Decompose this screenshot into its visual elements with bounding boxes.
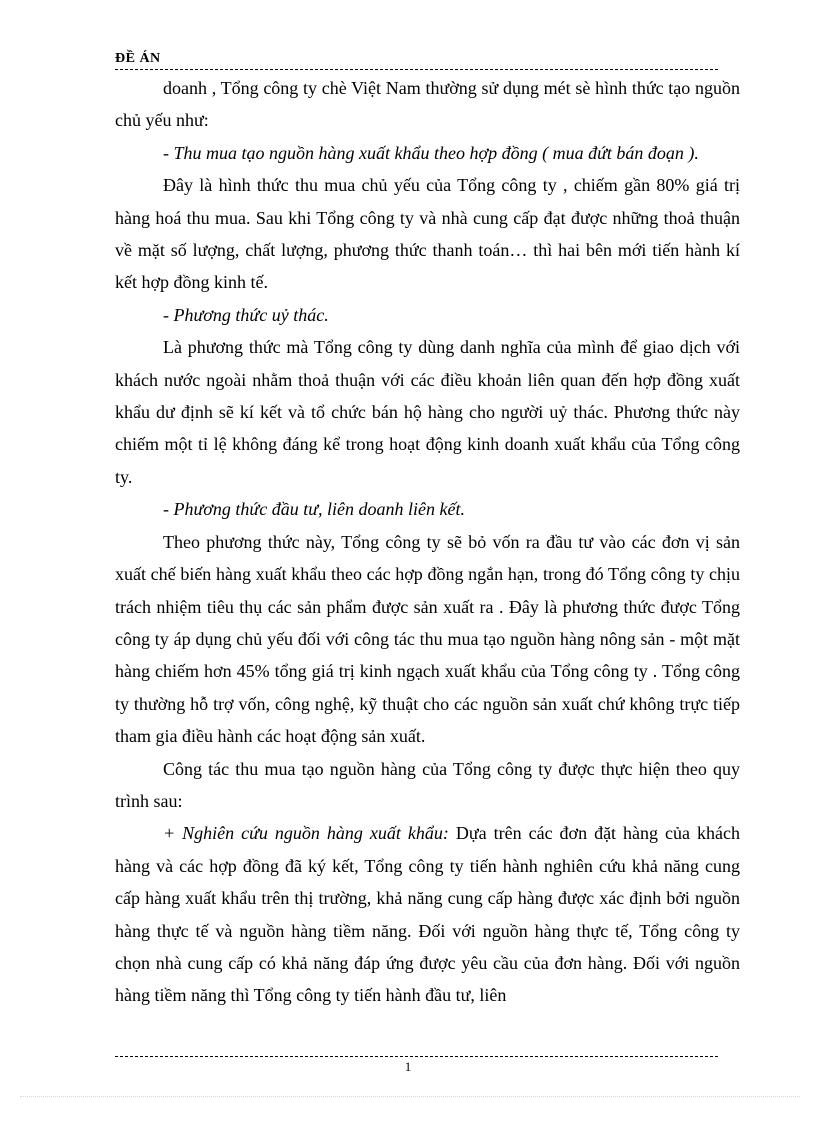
paragraph-9-heading: + Nghiên cứu nguồn hàng xuất khẩu: xyxy=(163,823,449,844)
footer-divider xyxy=(115,1056,718,1057)
paragraph-7: Theo phương thức này, Tổng công ty sẽ bỏ vốn ra đầu tư vào các đơn vị sản xuất chế biến hàng xuất khẩu theo các hợp đồng ngắn hạn, trong đó Tổng công ty chịu trách nhiệm tiêu thụ các sản phẩm được sản xuất ra . Đây là phương thức được Tổng công ty áp dụng chủ yếu đối với công tác thu mua tạo nguồn hàng nông sản - một mặt hàng chiếm hơn 45% tổng giá trị kinh ngạch xuất khẩu của Tổng công ty . Tổng công ty thường hỗ trợ vốn, công nghệ, kỹ thuật cho các nguồn sản xuất chứ không trực tiếp tham gia điều hành các hoạt động sản xuất. xyxy=(115,531,740,747)
paragraph-2-italic: - Thu mua tạo nguồn hàng xuất khẩu theo hợp đồng ( mua đứt bán đoạn ). xyxy=(163,142,699,163)
paragraph-6-italic: - Phương thức đầu tư, liên doanh liên kết. xyxy=(163,499,466,520)
paragraph-4-italic: - Phương thức uỷ thác. xyxy=(163,304,329,325)
paragraph-8: Công tác thu mua tạo nguồn hàng của Tổng công ty được thực hiện theo quy trình sau: xyxy=(115,758,740,811)
header-title: ĐỀ ÁN xyxy=(115,51,161,66)
paragraph-5: Là phương thức mà Tổng công ty dùng danh nghĩa của mình để giao dịch với khách nước ngoài nhằm thoả thuận với các điều khoản liên quan đến hợp đồng xuất khẩu dư định sẽ kí kết và tổ chức bán hộ hàng cho người uỷ thác. Phương thức này chiếm một tỉ lệ không đáng kể trong hoạt động kinh doanh xuất khẩu của Tổng công ty. xyxy=(115,337,740,487)
page-header xyxy=(115,47,718,70)
document-body xyxy=(115,72,740,1012)
paragraph-9-body: Dựa trên các đơn đặt hàng của khách hàng và các hợp đồng đã ký kết, Tổng công ty tiến hành nghiên cứu khả năng cung cấp hàng xuất khẩu trên thị trường, khả năng cung cấp hàng được xác định bởi nguồn hàng thực tế và nguồn hàng tiềm năng. Đối với nguồn hàng thực tế, Tổng công ty chọn nhà cung cấp có khả năng đáp ứng được yêu cầu của đơn hàng. Đối với nguồn hàng tiềm năng thì Tổng công ty tiến hành đầu tư, liên xyxy=(115,823,740,1006)
page-number: 1 xyxy=(404,1059,412,1074)
paragraph-1: doanh , Tổng công ty chè Việt Nam thường sử dụng mét sè hình thức tạo nguồn chủ yếu như: xyxy=(115,78,740,131)
paragraph-3: Đây là hình thức thu mua chủ yếu của Tổng công ty , chiếm gần 80% giá trị hàng hoá thu mua. Sau khi Tổng công ty và nhà cung cấp đạt được những thoả thuận về mặt số lượng, chất lượng, phương thức thanh toán… thì hai bên mới tiến hành kí kết hợp đồng kinh tế. xyxy=(115,175,740,293)
paragraph-9 xyxy=(115,817,740,1011)
page-bottom-edge xyxy=(20,1096,800,1097)
